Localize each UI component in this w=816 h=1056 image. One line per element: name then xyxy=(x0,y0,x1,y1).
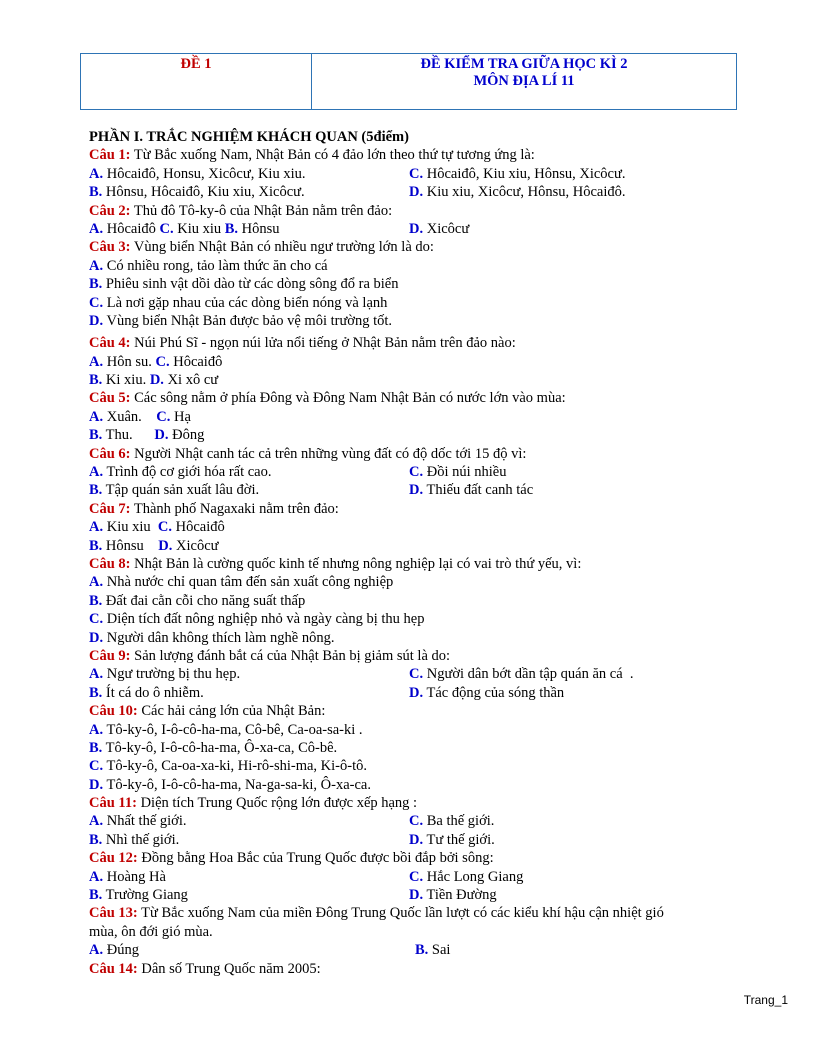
option-text: Kiu xiu xyxy=(103,519,158,536)
option-text: Xicôcư xyxy=(172,537,219,554)
option-label: B. xyxy=(89,427,103,444)
exam-subject: MÔN ĐỊA LÍ 11 xyxy=(473,73,575,89)
option-text: Ngư trường bị thu hẹp. xyxy=(103,666,241,683)
option-text: Hôcaiđô xyxy=(103,220,160,237)
option-text: Trường Giang xyxy=(102,887,188,904)
option-text: Ít cá do ô nhiễm. xyxy=(102,684,204,701)
options-row xyxy=(89,868,729,886)
options-row xyxy=(89,426,729,444)
option-text: Trình độ cơ giới hóa rất cao. xyxy=(103,464,272,481)
question-7 xyxy=(89,500,729,518)
option-a xyxy=(89,573,729,591)
options-row xyxy=(89,941,729,959)
option-text: Nhà nước chỉ quan tâm đến sản xuất công nghiệp xyxy=(103,574,394,591)
question-14 xyxy=(89,960,729,978)
options-row xyxy=(89,481,729,499)
option-text: Đông xyxy=(168,427,205,444)
section-title: PHẦN I. TRẮC NGHIỆM KHÁCH QUAN (5điểm) xyxy=(89,129,409,145)
question-10 xyxy=(89,702,729,720)
options-row xyxy=(89,518,729,536)
option-text: Phiêu sinh vật dồi dào từ các dòng sông đổ ra biển xyxy=(102,276,399,293)
option-text: Hônsu, Hôcaiđô, Kiu xiu, Xicôcư. xyxy=(102,184,305,201)
option-text: Tư thế giới. xyxy=(423,831,495,848)
option-label: D. xyxy=(149,372,164,389)
option-label: C. xyxy=(409,165,424,182)
question-text: Nhật Bản là cường quốc kinh tế nhưng nông nghiệp lại có vai trò thứ yếu, vì: xyxy=(130,555,582,572)
options-row xyxy=(89,183,729,201)
option-text: Hắc Long Giang xyxy=(423,868,524,885)
option-text: Tác động của sóng thần xyxy=(423,684,565,701)
option-text: Hônsu xyxy=(238,220,280,237)
option-label: B. xyxy=(89,482,103,499)
question-text: Từ Bắc xuống Nam, Nhật Bản có 4 đảo lớn theo thứ tự tương ứng là: xyxy=(130,147,535,164)
option-label: D. xyxy=(409,887,424,904)
question-label: Câu 6: xyxy=(89,445,131,462)
option-text: Xi xô cư xyxy=(163,372,219,389)
option-text: Tiền Đường xyxy=(423,887,497,904)
question-4 xyxy=(89,334,729,352)
option-label: C. xyxy=(89,758,104,775)
option-text: Nhì thế giới. xyxy=(102,831,180,848)
option-label: D. xyxy=(409,684,424,701)
option-label: D. xyxy=(89,629,104,646)
options-row xyxy=(89,165,729,183)
option-label: C. xyxy=(159,220,174,237)
option-text: Người dân bớt dần tập quán ăn cá . xyxy=(423,666,634,683)
option-text: Tô-ky-ô, I-ô-cô-ha-ma, Na-ga-sa-ki, Ô-xa-ca. xyxy=(103,776,371,793)
question-label: Câu 13: xyxy=(89,905,138,922)
option-label: B. xyxy=(89,684,103,701)
option-text: Ki xiu. xyxy=(102,372,150,389)
option-label: A. xyxy=(89,574,104,591)
options-row xyxy=(89,371,729,389)
question-text: Diện tích Trung Quốc rộng lớn được xếp hạng : xyxy=(136,795,418,812)
options-row xyxy=(89,886,729,904)
option-text: Ba thế giới. xyxy=(423,813,495,830)
question-label: Câu 3: xyxy=(89,239,131,256)
option-text: Kiu xiu xyxy=(173,220,225,237)
option-label: B. xyxy=(89,739,103,756)
exam-content xyxy=(89,128,729,978)
options-row xyxy=(89,665,729,683)
question-text: Dân số Trung Quốc năm 2005: xyxy=(137,960,321,977)
option-label: A. xyxy=(89,868,104,885)
option-label: A. xyxy=(89,942,104,959)
option-label: C. xyxy=(409,868,424,885)
option-text: Sai xyxy=(428,942,451,959)
option-c xyxy=(89,610,729,628)
option-text: Xicôcư xyxy=(423,220,470,237)
option-label: A. xyxy=(89,519,104,536)
options-row xyxy=(89,463,729,481)
question-6 xyxy=(89,445,729,463)
options-row xyxy=(89,812,729,830)
question-label: Câu 1: xyxy=(89,147,131,164)
option-text: Thu. xyxy=(102,427,155,444)
option-label: B. xyxy=(224,220,239,237)
option-label: C. xyxy=(89,294,104,311)
option-text: Đồi núi nhiều xyxy=(423,464,507,481)
option-label: A. xyxy=(89,165,104,182)
option-b xyxy=(89,592,729,610)
question-label: Câu 9: xyxy=(89,647,131,664)
option-text: Đất đai cằn cỗi cho năng suất thấp xyxy=(102,592,306,609)
options-row xyxy=(89,684,729,702)
option-text: Hôcaiđô xyxy=(169,353,223,370)
question-label: Câu 7: xyxy=(89,500,131,517)
question-text: Sản lượng đánh bắt cá của Nhật Bản bị giảm sút là do: xyxy=(130,647,451,664)
option-d xyxy=(89,312,729,330)
option-text: Hôcaiđô, Honsu, Xicôcư, Kiu xiu. xyxy=(103,165,306,182)
question-text: Từ Bắc xuống Nam của miền Đông Trung Quốc lần lượt có các kiểu khí hậu cận nhiệt gió mùa, ôn đới gió mùa. xyxy=(89,905,664,940)
option-text: Diện tích đất nông nghiệp nhỏ và ngày càng bị thu hẹp xyxy=(103,611,425,628)
question-text: Núi Phú Sĩ - ngọn núi lửa nổi tiếng ở Nhật Bản nằm trên đảo nào: xyxy=(130,335,516,352)
option-a xyxy=(89,721,729,739)
option-label: B. xyxy=(89,276,103,293)
option-text: Thiếu đất canh tác xyxy=(423,482,534,499)
header-table xyxy=(80,53,737,110)
option-label: D. xyxy=(89,776,104,793)
option-label: A. xyxy=(89,666,104,683)
option-label: D. xyxy=(158,537,173,554)
option-label: B. xyxy=(415,942,429,959)
option-b xyxy=(89,275,729,293)
option-text: Hôcaiđô xyxy=(172,519,225,536)
option-label: A. xyxy=(89,353,104,370)
option-c xyxy=(89,757,729,775)
option-text: Vùng biển Nhật Bản được bảo vệ môi trường tốt. xyxy=(103,312,393,329)
question-8 xyxy=(89,555,729,573)
option-label: A. xyxy=(89,721,104,738)
option-label: B. xyxy=(89,184,103,201)
exam-title xyxy=(312,54,736,109)
question-text: Thành phố Nagaxaki nằm trên đảo: xyxy=(130,500,339,517)
option-label: C. xyxy=(409,813,424,830)
option-label: C. xyxy=(157,519,172,536)
option-label: B. xyxy=(89,592,103,609)
option-label: A. xyxy=(89,220,104,237)
question-text: Thủ đô Tô-ky-ô của Nhật Bản nằm trên đảo: xyxy=(130,202,393,219)
question-label: Câu 2: xyxy=(89,202,131,219)
option-text: Tập quán sản xuất lâu đời. xyxy=(102,482,260,499)
question-text: Đồng bằng Hoa Bắc của Trung Quốc được bồi đắp bởi sông: xyxy=(137,850,494,867)
question-label: Câu 5: xyxy=(89,390,131,407)
option-b xyxy=(89,739,729,757)
question-label: Câu 10: xyxy=(89,703,138,720)
option-label: C. xyxy=(409,666,424,683)
question-text: Vùng biển Nhật Bản có nhiều ngư trường lớn là do: xyxy=(130,239,434,256)
question-label: Câu 11: xyxy=(89,795,137,812)
option-label: A. xyxy=(89,464,104,481)
question-text: Các hải cảng lớn của Nhật Bản: xyxy=(137,703,326,720)
option-label: B. xyxy=(89,831,103,848)
option-label: D. xyxy=(409,482,424,499)
question-11 xyxy=(89,794,729,812)
option-text: Tô-ky-ô, Ca-oa-xa-ki, Hi-rô-shi-ma, Ki-ô-tô. xyxy=(103,758,367,775)
option-label: D. xyxy=(154,427,169,444)
page-number: Trang_1 xyxy=(743,993,788,1007)
option-label: B. xyxy=(89,887,103,904)
option-label: A. xyxy=(89,257,104,274)
question-12 xyxy=(89,849,729,867)
option-text: Là nơi gặp nhau của các dòng biển nóng và lạnh xyxy=(103,294,388,311)
option-d xyxy=(89,629,729,647)
option-text: Hônsu xyxy=(102,537,159,554)
option-text: Có nhiều rong, tảo làm thức ăn cho cá xyxy=(103,257,328,274)
option-label: D. xyxy=(409,184,424,201)
option-text: Tô-ky-ô, I-ô-cô-ha-ma, Cô-bê, Ca-oa-sa-ki . xyxy=(103,721,363,738)
option-text: Xuân. xyxy=(103,408,157,425)
question-13 xyxy=(89,904,689,941)
option-text: Hôn su. xyxy=(103,353,156,370)
question-5 xyxy=(89,389,729,407)
option-text: Hạ xyxy=(170,408,191,425)
option-text: Đúng xyxy=(103,942,139,959)
question-label: Câu 8: xyxy=(89,555,131,572)
question-2 xyxy=(89,202,729,220)
question-label: Câu 4: xyxy=(89,335,131,352)
question-text: Các sông nằm ở phía Đông và Đông Nam Nhật Bản có nước lớn vào mùa: xyxy=(130,390,566,407)
option-label: D. xyxy=(409,220,424,237)
options-row xyxy=(89,537,729,555)
exam-title-line1: ĐỀ KIỂM TRA GIỮA HỌC KÌ 2 xyxy=(420,56,628,72)
option-text: Kiu xiu, Xicôcư, Hônsu, Hôcaiđô. xyxy=(423,184,626,201)
options-row xyxy=(89,220,729,238)
question-3 xyxy=(89,238,729,256)
option-c xyxy=(89,294,729,312)
option-label: B. xyxy=(89,372,103,389)
option-label: C. xyxy=(155,353,170,370)
option-text: Hôcaiđô, Kiu xiu, Hônsu, Xicôcư. xyxy=(423,165,626,182)
option-label: C. xyxy=(156,408,171,425)
question-1 xyxy=(89,146,729,164)
options-row xyxy=(89,831,729,849)
option-text: Nhất thế giới. xyxy=(103,813,187,830)
option-label: D. xyxy=(89,312,104,329)
option-text: Người dân không thích làm nghề nông. xyxy=(103,629,335,646)
option-label: B. xyxy=(89,537,103,554)
option-label: A. xyxy=(89,408,104,425)
options-row xyxy=(89,408,729,426)
option-label: A. xyxy=(89,813,104,830)
option-text: Tô-ky-ô, I-ô-cô-ha-ma, Ô-xa-ca, Cô-bê. xyxy=(102,739,338,756)
option-label: C. xyxy=(409,464,424,481)
option-text: Hoàng Hà xyxy=(103,868,166,885)
question-label: Câu 12: xyxy=(89,850,138,867)
option-label: C. xyxy=(89,611,104,628)
option-label: D. xyxy=(409,831,424,848)
question-9 xyxy=(89,647,729,665)
options-row xyxy=(89,353,729,371)
question-text: Người Nhật canh tác cả trên những vùng đất có độ dốc tới 15 độ vì: xyxy=(130,445,527,462)
option-a xyxy=(89,257,729,275)
question-label: Câu 14: xyxy=(89,960,138,977)
exam-code: ĐỀ 1 xyxy=(81,54,312,109)
option-d xyxy=(89,776,729,794)
